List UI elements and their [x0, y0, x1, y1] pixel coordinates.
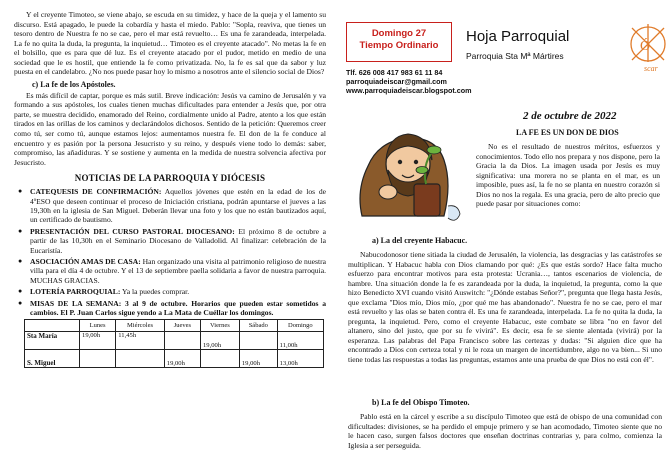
news-item-body: Ya la puedes comprar.	[120, 287, 190, 297]
news-item	[18, 227, 326, 255]
contact-block	[346, 68, 472, 95]
news-item-body: Aquellos jóvenes que estén en la edad de los de 4ºESO que deseen continuar el proceso de Iniciación cristiana, podrán apuntarse el jueves a las 19,30h en la iglesia de San Miguel. Deberán llevar una foto y los que no están bautizados aquí, un certificado de bautismo.	[30, 187, 326, 225]
schedule-cell: 13,00h	[277, 350, 323, 368]
schedule-day: Sábado	[239, 320, 277, 332]
schedule-cell: 19,00h	[200, 332, 239, 350]
schedule-corner-cell	[25, 320, 80, 332]
news-item	[18, 257, 326, 285]
schedule-cell	[200, 350, 239, 368]
schedule-row	[25, 332, 324, 350]
schedule-cell: 11,45h	[116, 332, 165, 350]
website[interactable]: www.parroquiadeiscar.blogspot.com	[346, 86, 472, 95]
schedule-cell	[80, 350, 116, 368]
logo-sub: scar	[644, 64, 658, 73]
article-headline: LA FE ES UN DON DE DIOS	[516, 128, 619, 137]
news-item-head: LOTERÍA PARROQUIAL:	[30, 287, 121, 297]
schedule-cell: 11,00h	[277, 332, 323, 350]
brand-title: Hoja Parroquial	[466, 28, 570, 45]
cartoon-saint-illustration-icon	[348, 120, 472, 232]
section-b-paragraph: Pablo está en la cárcel y escribe a su discípulo Timoteo que está de obispo de una comunidad con dificultades: divisiones, se ha perdido el empuje primero y se han acomodado, Timoteo siente que no le hacen caso, surgen falsos doctores que enseñan doctrinas contrarias y, para colmo, comienza la Iglesia a ser perseguida.	[348, 412, 662, 450]
liturgical-day-line2: Tiempo Ordinario	[359, 40, 439, 51]
schedule-cell	[164, 332, 200, 350]
schedule-row	[25, 350, 324, 368]
news-item-head: PRESENTACIÓN DEL CURSO PASTORAL DIOCESANO:	[30, 226, 235, 236]
schedule-cell	[239, 332, 277, 350]
email[interactable]: parroquiadeiscar@gmail.com	[346, 77, 447, 86]
schedule-header-row	[25, 320, 324, 332]
schedule-cell	[116, 350, 165, 368]
schedule-cell: 19,00h	[164, 350, 200, 368]
schedule-church: S. Miguel	[25, 350, 80, 368]
phone: Tlf. 626 008 417 983 61 11 84	[346, 68, 443, 77]
headline-intro-paragraph: No es el resultado de nuestros méritos, esfuerzos y conocimientos. Todo ello nos prepara y nos dispone, pero la Gracia la da Dios. La imagen usada por Jesús es muy significativa: una morera no se planta en el mar, es un imposible, pues así, la fe no se planta en nuestro corazón si Dios no nos la regala. Es una gracia, pero de alto precio que puede pasar por situaciones como:	[476, 142, 660, 208]
parish-logo-icon	[626, 22, 669, 74]
news-item-body: El próximo 8 de octubre a partir de las 10,30h en el Seminario Diocesano de Valladolid. Al finalizar: celebración de la Eucaristía.	[30, 226, 326, 255]
brand-subtitle: Parroquia Sta Mª Mártires	[466, 51, 564, 61]
news-item-body: Han organizado una visita al patrimonio religioso de nuestra villa para el día 4 de octubre. Y el 13 de septiembre paella solidaria a favor de nuestra parroquia. MUCHAS GRACIAS.	[30, 257, 326, 285]
mass-schedule-table	[24, 319, 324, 368]
schedule-church: Sta María	[25, 332, 80, 350]
section-b-title: b) La fe del Obispo Timoteo.	[372, 398, 470, 407]
schedule-day: Domingo	[277, 320, 323, 332]
news-item-head: MISAS DE LA SEMANA: 3 al 9 de octubre. Horarios que pueden estar sometidos a cambios. El P. Juan Carlos sigue yendo a La Mata de Cuéllar los domingos.	[30, 298, 326, 318]
right-column	[338, 0, 669, 473]
liturgical-day-line1: Domingo 27	[371, 28, 427, 39]
schedule-day: Jueves	[164, 320, 200, 332]
news-item-head: ASOCIACIÓN AMAS DE CASA:	[30, 257, 141, 267]
schedule-day: Viernes	[200, 320, 239, 332]
news-title: NOTICIAS DE LA PARROQUIA Y DIÓCESIS	[74, 173, 266, 184]
news-item	[18, 287, 326, 296]
section-c-title: c) La fe de los Apóstoles.	[32, 79, 116, 89]
liturgical-day-box	[346, 22, 452, 62]
issue-date: 2 de octubre de 2022	[523, 110, 617, 122]
section-a-paragraph: Nabucodonosor tiene sitiada la ciudad de Jerusalén, la violencia, las desgracias y las catástrofes se multiplican. Y Habacuc habla con Dios clamando por qué: ¿Es que estás sordo? Hace falta mucho esfuerzo para encontrar motivos para esta protesta: Ucrania…, tantos escenarios de violencia, de hambre. Una situación donde la fe es zarandeada por la duda, la inquietud, la pregunta, como la que hizo Benedicto XVI cuando visitó Auswitch: "¿Dónde estabas Señor?", pregunta que llega hasta Jesús, que exclama "Dios mío, Dios mío, ¿por qué me has abandonado". Nuestra fe no se cae, pero el mar está revuelto y las olas se baten contra él. Es una fe zarandeada, interpelada. La fe no quita la duda, la pregunta, la inquietud. Pero, como el creyente Habacuc, este combate se libra "no en favor del altanero, sino del justo, que por su fe vivirá". Es decir, esa fe se siente alentada (vivirá) por la esperanza. Las palabras del Papa Francisco sobre las certezas y dudas: "Si alguien dice que ha encontrado a Dios con certeza total y ni le roza un margen de incertidumbre, algo no va bien... Si uno tiene todas las respuestas a todas las preguntas, estamos ante una prueba de que Dios no está con él".	[348, 250, 662, 364]
logo-letter: Ó	[640, 39, 651, 54]
news-item	[18, 299, 326, 318]
schedule-day: Lunes	[80, 320, 116, 332]
news-list	[18, 187, 326, 317]
news-item	[18, 187, 326, 225]
timoteo-intro-paragraph: Y el creyente Timoteo, se viene abajo, se escuda en su timidez, y hace de la queja y el lamento su discurso. Está apagado, le puede la cobardía y hasta el miedo. Pablo: "Sopla, reaviva, que tienes un tesoro dentro de Nuestra fe no se cae, pero el mar está revuelto… Es una fe zarandeada, interpelada. La fe no quita la duda, la pregunta, la inquietud… Timoteo es el creyente atacado". No metas la fe en el bolsillo, que es para que dé luz. Es el creyente atacado por el pudor, metido en medio de una sociedad que le es hostil, que entiende la fe como privatizada. No, la fe es sal que da sabor y luz puesta en el candelabro. ¿No nos puede pasar hoy lo mismo a nosotros ante el silencio social de Dios?	[14, 10, 326, 77]
section-c-paragraph: Es más difícil de captar, porque es más sutil. Breve indicación: Jesús va camino de Jerusalén y va formando a sus apóstoles, los cuales tienen muchas dificultades para entender a Jesús que, por otra parte, se muestra decidido, enamorado del Reino, cordialmente unido al Padre, atento a los que están tirados en las orillas de los caminos y declarándolos dichosos. Sentido de la petición: Queremos creer como tú, ser como tú, aunque estamos lejos: aumentamos nuestra fe. El don de la fe conduce al encuentro y es pasión por la persona Jesucristo y su reino, y después viene todo lo demás: saber, compromiso, las añadiduras. Y se sostiene y aumenta en la medida de nuestra solvencia afectiva por Jesucristo.	[14, 90, 326, 167]
news-item-head: CATEQUESIS DE CONFIRMACIÓN:	[30, 187, 162, 197]
schedule-cell: 19,00h	[239, 350, 277, 368]
schedule-cell: 19,00h	[80, 332, 116, 350]
schedule-day: Miércoles	[116, 320, 165, 332]
section-a-title: a) La del creyente Habacuc.	[372, 236, 468, 245]
